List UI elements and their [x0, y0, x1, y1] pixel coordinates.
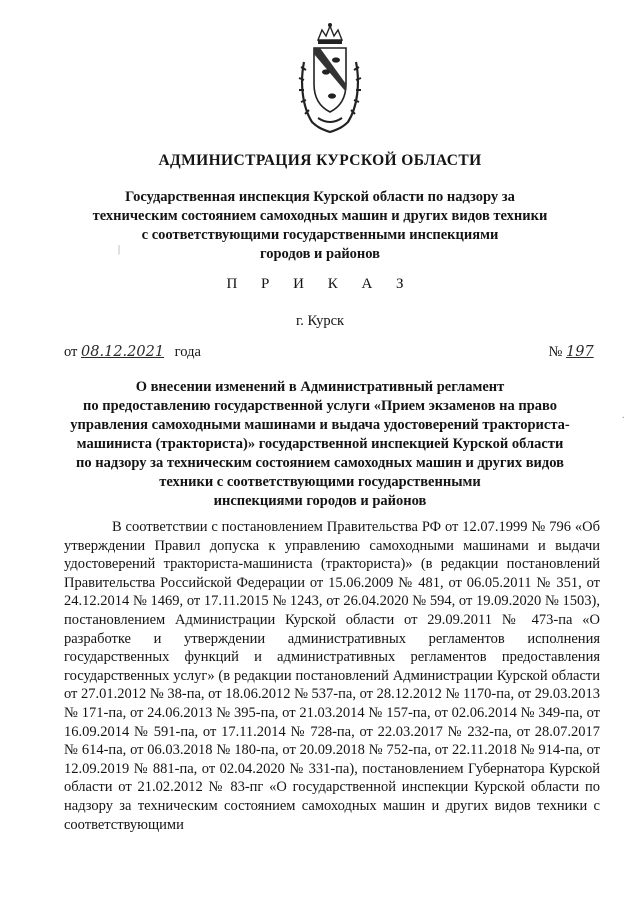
body-paragraph: В соответствии с постановлением Правительства РФ от 12.07.1999 № 796 «Об утверждении Правил допуска к управлению самоходными машинами и выдачи удостоверений тракториста-машиниста (тракториста)» (в редакции постановлений Правительства Российской Федерации от 15.06.2009 № 481, от 06.05.2011 № 351, от 24.12.2014 № 1469, от 17.11.2015 № 1243, от 26.04.2020 № 594, от 19.09.2020 № 1503), постановлением Администрации Курской области от 29.09.2011 № 473-па «О разработке и утверждении административных регламентов исполнения государственных функций и административных регламентов предоставления государственных услуг» (в редакции постановлений Администрации Курской области от 27.01.2012 № 38-па, от 18.06.2012 № 537-па, от 28.12.2012 № 1170-па, от 29.03.2013 № 171-па, от 24.06.2013 № 395-па, от 21.03.2014 № 157-па, от 02.06.2014 № 349-па, от 16.09.2014 № 591-па, от 17.11.2014 № 728-па, от 22.03.2017 № 232-па, от 28.07.2017 № 614-па, от 06.03.2018 № 180-па, от 20.09.2018 № 752-па, от 22.11.2018 № 914-па, от 12.09.2019 № 881-па, от 02.04.2020 № 331-па), постановлением Губернатора Курской области от 21.02.2012 № 83-пг «О государственной инспекции Курской области по надзору за техническим состоянием самоходных машин и других видов техники с соответствующими — [64, 519, 600, 833]
date-prefix: от — [64, 344, 78, 360]
organization-line: городов и районов — [259, 246, 381, 262]
handwritten-date: 08.12.2021 — [81, 344, 165, 360]
document-city: г. Курск — [295, 313, 345, 329]
title-line: по предоставлению государственной услуги «Прием экзаменов на право — [82, 398, 558, 414]
scan-mark: . — [622, 410, 625, 421]
organization-name — [0, 188, 640, 264]
title-line: О внесении изменений в Административный регламент — [135, 379, 505, 395]
order-details — [64, 344, 594, 364]
title-line: управления самоходными машинами и выдача удостоверений тракториста- — [70, 417, 570, 433]
organization-line: техническим состоянием самоходных машин и других видов техники — [92, 208, 548, 224]
date-suffix: года — [174, 344, 201, 360]
scan-mark: | — [118, 244, 121, 255]
handwritten-number: 197 — [566, 344, 594, 360]
order-number — [549, 344, 594, 361]
administration-heading: АДМИНИСТРАЦИЯ КУРСКОЙ ОБЛАСТИ — [158, 152, 482, 169]
order-title — [0, 378, 640, 511]
title-line: инспекциями городов и районов — [213, 493, 427, 509]
coat-of-arms-icon — [296, 22, 364, 134]
number-prefix: № — [548, 344, 563, 360]
title-line: техники с соответствующими государственными — [159, 474, 481, 490]
title-line: по надзору за техническим состоянием самоходных машин и других видов — [76, 455, 564, 471]
order-date — [64, 344, 201, 361]
organization-line: с соответствующими государственными инспекциями — [141, 227, 499, 243]
title-line: машиниста (тракториста)» государственной инспекцией Курской области — [76, 436, 564, 452]
organization-line: Государственная инспекция Курской области по надзору за — [125, 189, 515, 205]
document-type: П Р И К А З — [226, 276, 414, 292]
